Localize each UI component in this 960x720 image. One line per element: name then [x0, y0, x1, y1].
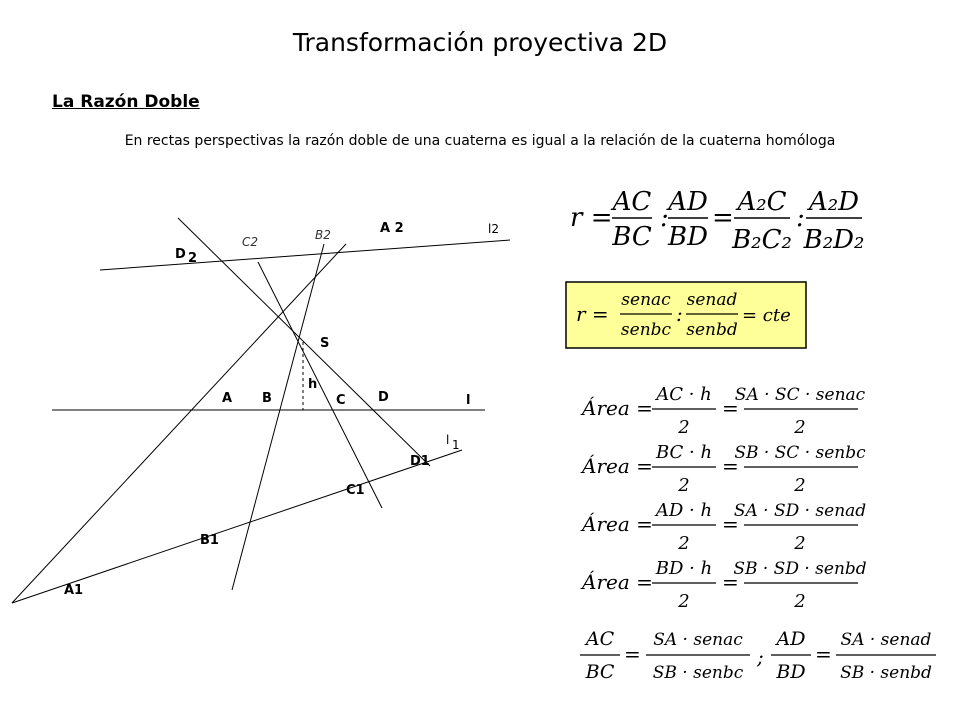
label-l1: l [446, 433, 450, 447]
final-f2-num: SA · senac [653, 630, 743, 650]
label-l2: l2 [488, 222, 499, 236]
label-a: A [222, 391, 233, 406]
final-f2-den: SB · senbc [652, 663, 744, 683]
final-f1-num: AC [585, 628, 615, 650]
area-den1: 2 [678, 591, 690, 612]
ratio-formula [570, 187, 864, 255]
ratio-f4-den: B₂D₂ [803, 225, 865, 255]
area-eq: = [722, 454, 739, 478]
ratio-f1-num: AC [612, 187, 652, 217]
line-l2 [100, 240, 510, 270]
final-f4-den: SB · senbd [840, 663, 932, 683]
label-b: B [262, 391, 272, 406]
ratio-lhs: r = [570, 203, 613, 233]
area-den1: 2 [678, 417, 690, 438]
boxed-colon: : [676, 302, 683, 326]
label-c: C [336, 393, 346, 408]
area-den2: 2 [794, 591, 806, 612]
ray-b [232, 244, 324, 590]
label-a1: A1 [64, 583, 84, 598]
area-num2: SB · SC · senbc [734, 443, 866, 463]
ratio-colon2: : [796, 203, 805, 233]
area-num1: BD · h [655, 558, 713, 579]
boxed-formula [566, 282, 806, 348]
boxed-f1-den: senbc [620, 320, 672, 340]
area-eq: = [722, 512, 739, 536]
area-num1: AC · h [656, 384, 712, 405]
label-l1-sub: 1 [452, 438, 460, 452]
perspective-diagram [12, 218, 510, 603]
area-num2: SB · SD · senbd [733, 559, 867, 579]
area-eq: = [722, 570, 739, 594]
area-formulas [580, 384, 867, 612]
area-lhs: Área = [582, 454, 653, 478]
label-l: l [466, 393, 471, 408]
label-d2: D [175, 247, 186, 262]
area-lhs: Área = [582, 396, 653, 420]
ratio-f1-den: BC [612, 222, 652, 252]
label-h: h [308, 377, 318, 392]
ray-c [258, 262, 382, 508]
area-den1: 2 [678, 475, 690, 496]
area-eq: = [722, 396, 739, 420]
final-f3-num: AD [776, 628, 806, 650]
line-l1 [12, 450, 462, 603]
final-f1-den: BC [585, 661, 615, 683]
final-formula [580, 628, 936, 683]
section-heading: La Razón Doble [52, 92, 200, 112]
final-eq1: = [624, 642, 641, 666]
boxed-rhs: = cte [742, 305, 791, 326]
final-f4-num: SA · senad [840, 630, 932, 650]
area-den2: 2 [794, 417, 806, 438]
label-c2: C2 [242, 235, 259, 249]
boxed-lhs: r = [576, 302, 609, 326]
area-num2: SA · SD · senad [733, 501, 867, 521]
area-den1: 2 [678, 533, 690, 554]
label-d1: D1 [410, 454, 430, 469]
area-lhs: Área = [582, 512, 653, 536]
label-s: S [320, 336, 330, 351]
area-den2: 2 [794, 533, 806, 554]
area-num1: AD · h [655, 500, 713, 521]
area-lhs: Área = [582, 570, 653, 594]
label-d2-sub: 2 [188, 251, 198, 266]
label-b1: B1 [200, 533, 219, 548]
boxed-f1-num: senac [621, 290, 671, 310]
boxed-f2-den: senbd [686, 320, 738, 340]
ratio-f2-den: BD [668, 222, 708, 252]
area-num2: SA · SC · senac [734, 385, 866, 405]
ray-a [12, 244, 346, 603]
boxed-f2-num: senad [686, 290, 738, 310]
label-b2: B2 [315, 228, 331, 242]
page-title: Transformación proyectiva 2D [292, 28, 668, 57]
final-sep: ; [757, 645, 764, 669]
area-den2: 2 [794, 475, 806, 496]
ratio-f2-num: AD [668, 187, 708, 217]
ratio-eq: = [712, 203, 734, 233]
ratio-colon1: : [660, 203, 669, 233]
ratio-f3-den: B₂C₂ [732, 225, 792, 255]
ratio-f4-num: A₂D [808, 187, 860, 217]
final-eq2: = [815, 642, 832, 666]
subtitle-text: En rectas perspectivas la razón doble de una cuaterna es igual a la relación de la cuaterna homóloga [124, 133, 836, 149]
ratio-f3-num: A₂C [737, 187, 787, 217]
final-f3-den: BD [776, 661, 806, 683]
label-d: D [378, 390, 389, 405]
area-num1: BC · h [655, 442, 713, 463]
label-a2: A 2 [380, 221, 404, 236]
label-c1: C1 [346, 483, 365, 498]
